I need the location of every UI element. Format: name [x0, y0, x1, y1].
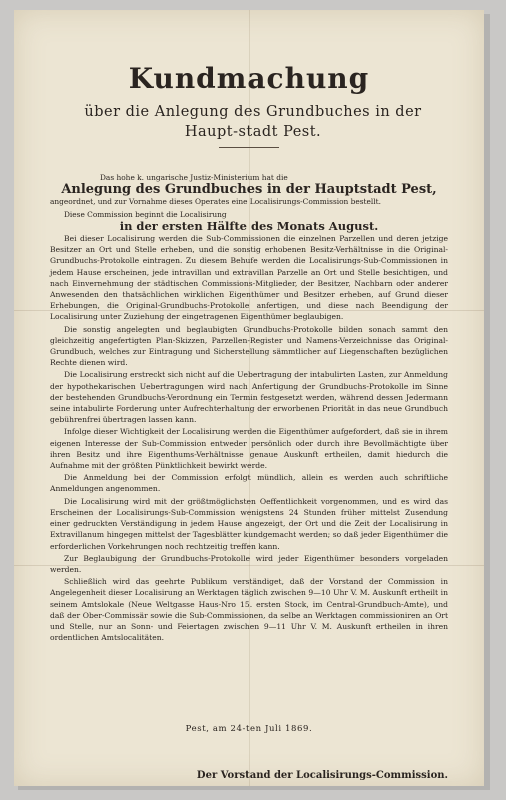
- paragraph: Die Localisirung wird mit der größtmöglichsten Oeffentlichkeit vorgenommen, und es wird das Erscheinen der Localisirungs-Sub-Commission wenigstens 24 Stunden früher mittelst Zusendung einer gedruckten Verständigung in jedem Hause angezeigt, der Ort und die Zeit der Localisirung in Extravillanum hingegen mittelst der Tagesblätter kundgemacht werden; so daß jeder Eigenthümer die erforderlichen Vorkehrungen noch rechtzeitig treffen kann.: [50, 496, 448, 551]
- paragraph: Infolge dieser Wichtigkeit der Localisirung werden die Eigenthümer aufgefordert, daß sie in ihrem eigenen Interesse der Sub-Commission entweder persönlich oder durch ihre Bevollmächtigte über ihren Besitz und ihre Eigenthums-Verhältnisse genaue Auskunft ertheilen, damit hiedurch die Aufnahme mit der größten Pünktlichkeit bewirkt werde.: [50, 427, 448, 471]
- intro-line-1: Das hohe k. ungarische Justiz-Ministerium hat die: [100, 173, 288, 182]
- document-signature: Der Vorstand der Localisirungs-Commission.: [196, 770, 448, 781]
- heading-anlegung: Anlegung des Grundbuches in der Hauptstadt Pest,: [61, 182, 437, 198]
- paragraph: Die Anmeldung bei der Commission erfolgt mündlich, allein es werden auch schriftliche Anmeldungen angenommen.: [50, 473, 448, 494]
- paragraph: Bei dieser Localisirung werden die Sub-Commissionen die einzelnen Parzellen und deren jetzige Besitzer an Ort und Stelle erheben, und die sonstig erhobenen Besitz-Verhältnisse in die Original-Grundbuchs-Protokolle eintragen. Zu diesem Behufe werden die Localisirungs-Sub-Commissionen in jedem Hause erscheinen, jede intravillan und extravillan Parzelle an Ort und Stelle besichtigen, und nach Einvernehmung der städtischen Commissions-Mitglieder, der Besitzer, Nachbarn oder anderer Anwesenden den thatsächlichen wirklichen Eigenthümer und Besitzer erheben, auf Grund dieser Erhebungen, die Original-Grundbuchs-Protokolle anfertigen, und diese nach Beendigung der Localisirung unter Zuziehung der eingetragenen Eigenthümer beglaubigen.: [50, 234, 448, 322]
- document-title: Kundmachung: [128, 62, 370, 95]
- intro-line-2: angeordnet, und zur Vornahme dieses Operates eine Localisirungs-Commission bestellt.: [50, 197, 381, 207]
- paragraph: Zur Beglaubigung der Grundbuchs-Protokolle wird jeder Eigenthümer besonders vorgeladen werden.: [50, 553, 448, 574]
- paragraph: Schließlich wird das geehrte Publikum verständiget, daß der Vorstand der Commission in Angelegenheit dieser Localisirung an Werktagen täglich zwischen 9—10 Uhr V. M. Auskunft ertheilt in seinem Amtslokale (Neue Weltgasse Haus-Nro 15. ersten Stock, im Central-Grundbuch-Amte), und daß der Ober-Commissär sowie die Sub-Commissionen, da selbe an Werktagen commissioniren an Ort und Stelle, nur an Sonn- und Feiertagen zwischen 9—11 Uhr V. M. Auskunft ertheilen in ihren ordentlichen Amtslocalitäten.: [50, 577, 448, 643]
- document-body: [50, 172, 448, 644]
- paragraph: Die Localisirung erstreckt sich nicht auf die Uebertragung der intabulirten Lasten, zur Anmeldung der hypothekarischen Uebertragungen wird nach Anfertigung der Grundbuchs-Protokolle im Sinne der bestehenden Grundbuchs-Verordnung ein Termin festgesetzt werden, während dessen Jedermann seine intabulirte Forderung unter Aufrechterhaltung der erworbenen Priorität in das neue Grundbuch gebührenfrei übertragen lassen kann.: [50, 370, 448, 425]
- title-divider: [219, 147, 279, 148]
- document-subtitle: über die Anlegung des Grundbuches in der Haupt-stadt Pest.: [84, 104, 422, 140]
- intro-line-3: Diese Commission beginnt die Localisirung: [64, 209, 227, 219]
- heading-august: in der ersten Hälfte des Monats August.: [119, 218, 379, 233]
- paragraph: Die sonstig angelegten und beglaubigten Grundbuchs-Protokolle bilden sonach sammt den gleichzeitig angefertigten Plan-Skizzen, Parzellen-Register und Namens-Verzeichnisse das Original-Grundbuch, welches zur Eintragung und Sicherstellung sämmtlicher auf Liegenschaften bezüglichen Rechte dienen wird.: [50, 324, 448, 368]
- poster-paper: [14, 10, 484, 786]
- document-date: Pest, am 24-ten Juli 1869.: [185, 724, 313, 734]
